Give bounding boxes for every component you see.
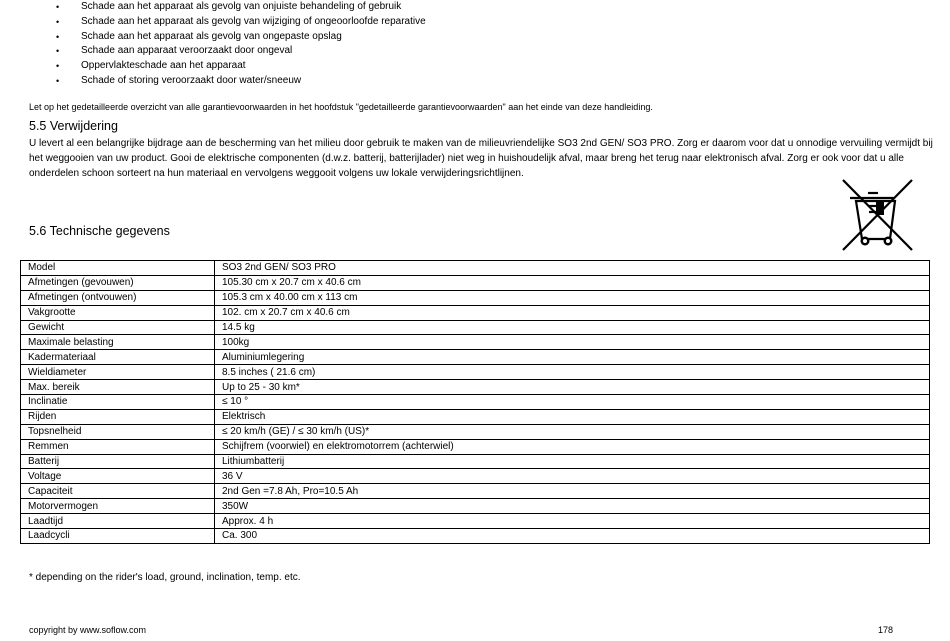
spec-value: Lithiumbatterij (215, 454, 930, 469)
table-row (21, 409, 930, 424)
table-row (21, 275, 930, 290)
specs-heading: 5.6 Technische gegevens (29, 224, 170, 238)
table-row (21, 380, 930, 395)
list-item (56, 15, 426, 30)
table-row (21, 439, 930, 454)
spec-value: 102. cm x 20.7 cm x 40.6 cm (215, 305, 930, 320)
exclusions-list (56, 0, 426, 89)
table-row (21, 290, 930, 305)
spec-label: Rijden (21, 409, 215, 424)
spec-value: Up to 25 - 30 km* (215, 380, 930, 395)
spec-label: Afmetingen (ontvouwen) (21, 290, 215, 305)
table-row (21, 484, 930, 499)
table-row (21, 529, 930, 544)
table-row (21, 395, 930, 410)
table-row (21, 424, 930, 439)
list-item-text: Schade aan het apparaat als gevolg van wijziging of ongeoorloofde reparative (81, 15, 426, 27)
table-row (21, 365, 930, 380)
list-item (56, 74, 426, 89)
table-row (21, 320, 930, 335)
spec-value: Approx. 4 h (215, 514, 930, 529)
spec-value: 8.5 inches ( 21.6 cm) (215, 365, 930, 380)
table-row (21, 469, 930, 484)
spec-label: Capaciteit (21, 484, 215, 499)
spec-value: 14.5 kg (215, 320, 930, 335)
disposal-heading: 5.5 Verwijdering (29, 119, 118, 133)
spec-label: Remmen (21, 439, 215, 454)
spec-label: Afmetingen (gevouwen) (21, 275, 215, 290)
list-item-text: Oppervlakteschade aan het apparaat (81, 60, 246, 72)
spec-label: Maximale belasting (21, 335, 215, 350)
spec-value: 105.3 cm x 40.00 cm x 113 cm (215, 290, 930, 305)
bullet-dot-icon: • (56, 16, 60, 27)
spec-label: Topsnelheid (21, 424, 215, 439)
table-row (21, 350, 930, 365)
spec-value: 105.30 cm x 20.7 cm x 40.6 cm (215, 275, 930, 290)
spec-value: Ca. 300 (215, 529, 930, 544)
bullet-dot-icon: • (56, 61, 60, 72)
spec-value: 36 V (215, 469, 930, 484)
list-item-text: Schade of storing veroorzaakt door water/sneeuw (81, 74, 302, 86)
disposal-paragraph: U levert al een belangrijke bijdrage aan de bescherming van het milieu door gebruik te maken van de milieuvriendelijke SO3 2nd GEN/ SO3 PRO. Zorg er daarom voor dat u onnodige vervuiling vermijdt bij het weggooien van uw product. Gooi de elektrische componenten (d.w.z. batterij, batterijlader) niet weg in huishoudelijk afval, maar breng het terug naar elektronisch afval. Zorg er ook voor dat u alle onderdelen schoon sorteert na hun materiaal en vervolgens weggooit volgens uw lokale verwijderingsrichtlijnen. (29, 138, 933, 179)
list-item (56, 30, 426, 45)
spec-label: Gewicht (21, 320, 215, 335)
list-item-text: Schade aan apparaat veroorzaakt door ongeval (81, 45, 293, 57)
bullet-dot-icon: • (56, 75, 60, 86)
table-row (21, 454, 930, 469)
list-item (56, 44, 426, 59)
table-row (21, 261, 930, 276)
spec-label: Wieldiameter (21, 365, 215, 380)
spec-value: ≤ 20 km/h (GE) / ≤ 30 km/h (US)* (215, 424, 930, 439)
table-row (21, 514, 930, 529)
spec-label: Vakgrootte (21, 305, 215, 320)
list-item (56, 0, 426, 15)
list-item (56, 59, 426, 74)
list-item-text: Schade aan het apparaat als gevolg van ongepaste opslag (81, 30, 342, 42)
spec-label: Model (21, 261, 215, 276)
technical-data-table (20, 260, 930, 544)
spec-value: 100kg (215, 335, 930, 350)
spec-value: Elektrisch (215, 409, 930, 424)
copyright-footer: copyright by www.soflow.com (29, 625, 147, 635)
bullet-dot-icon: • (56, 31, 60, 42)
spec-label: Inclinatie (21, 395, 215, 410)
crossed-out-wheelie-bin-icon (840, 177, 915, 253)
spec-value: ≤ 10 ° (215, 395, 930, 410)
list-item-text: Schade aan het apparaat als gevolg van onjuiste behandeling of gebruik (81, 1, 402, 12)
spec-value: Schijfrem (voorwiel) en elektromotorrem (achterwiel) (215, 439, 930, 454)
bullet-dot-icon: • (56, 46, 60, 57)
spec-label: Motorvermogen (21, 499, 215, 514)
spec-label: Batterij (21, 454, 215, 469)
footnote: * depending on the rider's load, ground, inclination, temp. etc. (29, 572, 301, 583)
spec-value: 350W (215, 499, 930, 514)
table-row (21, 499, 930, 514)
spec-label: Max. bereik (21, 380, 215, 395)
spec-value: 2nd Gen =7.8 Ah, Pro=10.5 Ah (215, 484, 930, 499)
spec-label: Kadermateriaal (21, 350, 215, 365)
warranty-note: Let op het gedetailleerde overzicht van alle garantievoorwaarden in het hoofdstuk "gedetailleerde garantievoorwaarden" aan het einde van deze handleiding. (29, 102, 653, 112)
spec-value: SO3 2nd GEN/ SO3 PRO (215, 261, 930, 276)
spec-label: Laadcycli (21, 529, 215, 544)
table-row (21, 305, 930, 320)
spec-label: Voltage (21, 469, 215, 484)
table-row (21, 335, 930, 350)
spec-value: Aluminiumlegering (215, 350, 930, 365)
spec-label: Laadtijd (21, 514, 215, 529)
page-number: 178 (878, 625, 894, 635)
bullet-dot-icon: • (56, 2, 60, 12)
